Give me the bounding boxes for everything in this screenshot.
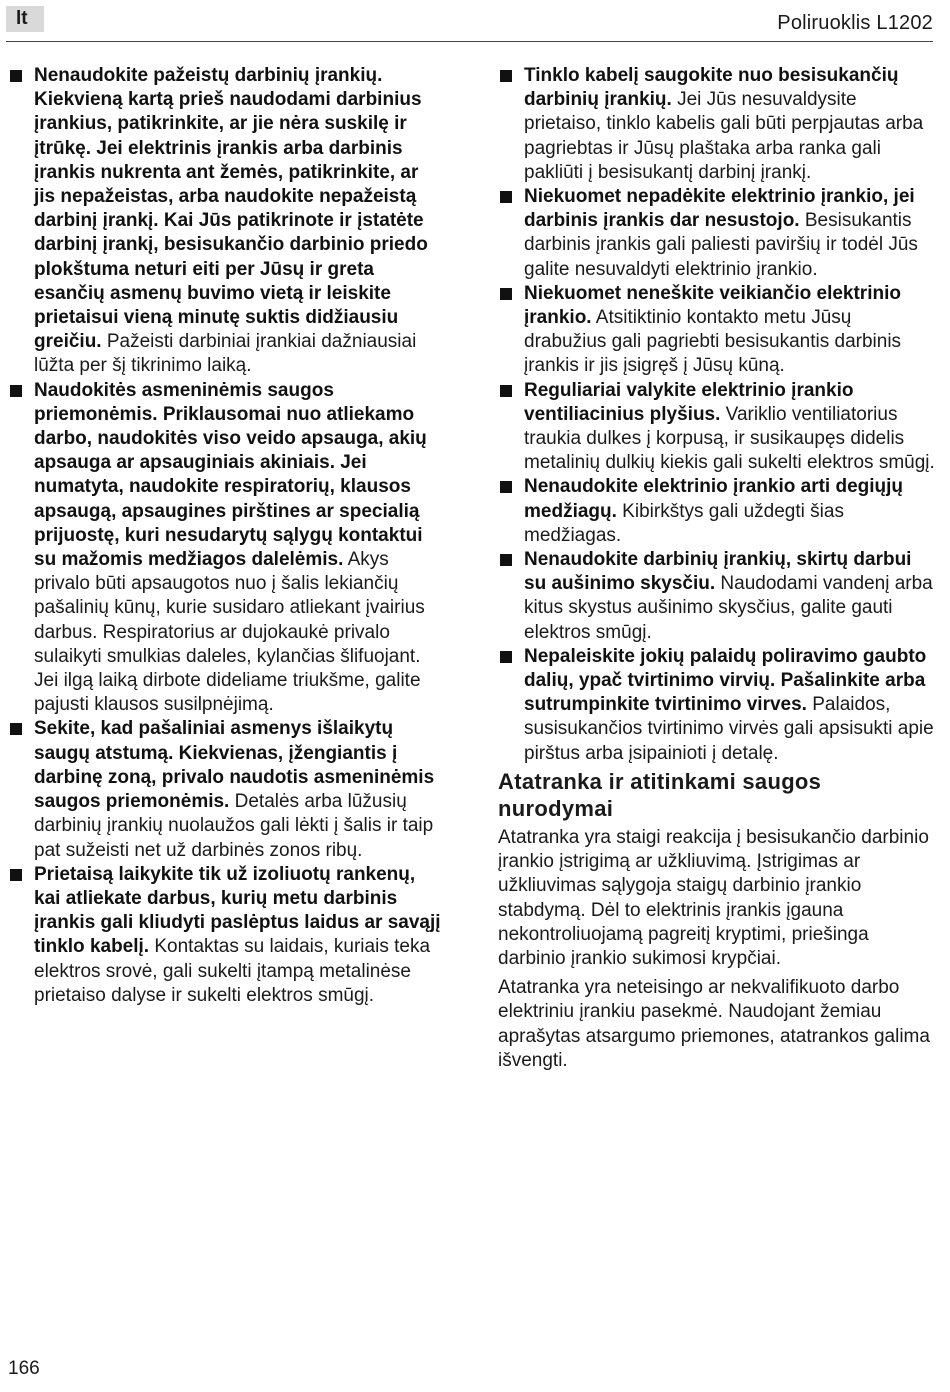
item-bold-text: Naudokitės asmeninėmis saugos priemonėmis. Priklausomai nuo atliekamo darbo, naudokitės viso veido apsauga, akių apsauga ar apsauginiais akiniais. Jei numatyta, naudokite respiratorių, klausos apsaugą, apsaugines pirštines ar specialią prijuostę, kuri nesudarytų sąlygų kontaktui su mažomis medžiagos dalelėmis. [34, 379, 427, 571]
item-bold-text: Nenaudokite darbinių įrankių, skirtų darbui su aušinimo skysčiu. [524, 549, 912, 595]
safety-item [498, 645, 938, 766]
item-bold-text: Nenaudokite elektrinio įrankio arti degiųjų medžiagų. [524, 476, 904, 522]
item-bold-text: Nenaudokite pažeistų darbinių įrankių. Kiekvieną kartą prieš naudodami darbinius įrankius, patikrinkite, ar jie nėra suskilę ir įtrūkę. Jei elektrinis įrankis arba darbinis įrankis nukrenta ant žemės, patikrinkite, ar jis nepažeistas, arba naudokite nepažeistą darbinį įrankį. Kai Jūs patikrinote ir įstatėte darbinį įrankį, besisukančio darbinio priedo plokštuma neturi eiti per Jūsų ir greta esančių asmenų buvimo vietą ir leiskite prietaisui vieną minutę suktis didžiausiu greičiu. [34, 65, 428, 353]
item-text: Kibirkštys gali uždegti šias medžiagas. [524, 500, 844, 546]
item-text: Jei Jūs nesuvaldysite prietaiso, tinklo kabelis gali būti perpjautas arba pagriebtas ir Jūsų plaštaka arba ranka gali pakliūti į besisukantį darbinį įrankį. [524, 89, 924, 183]
safety-item [498, 185, 938, 282]
safety-item [8, 863, 443, 1008]
safety-item [498, 475, 938, 548]
bullet-icon [10, 869, 22, 881]
safety-item [8, 379, 443, 718]
section-heading: Atatranka ir atitinkami saugos nurodymai [498, 768, 822, 821]
item-text: Akys privalo būti apsaugotos nuo į šalis lekiančių pašalinių kūnų, kurie susidaro atliekant įvairius darbus. Respiratorius ar dujokaukė privalo sulaikyti smulkias daleles, kylančias šlifuojant. Jei ilgą laiką dirbote dideliame triukšme, galite pajusti klausos susilpnėjimą. [34, 549, 425, 716]
safety-item [498, 282, 938, 379]
bullet-icon [500, 288, 512, 300]
bullet-icon [500, 554, 512, 566]
safety-item [8, 717, 443, 862]
item-bold-text: Niekuomet nepadėkite elektrinio įrankio, jei darbinis įrankis dar nesustojo. [524, 186, 915, 232]
bullet-icon [10, 385, 22, 397]
bullet-icon [500, 70, 512, 82]
safety-item [498, 548, 938, 645]
bullet-icon [10, 70, 22, 82]
bullet-icon [500, 385, 512, 397]
item-text: Besisukantis darbinis įrankis gali paliesti paviršių ir todėl Jūs galite nesuvaldyti elektrinio įrankio. [524, 210, 918, 280]
safety-item [498, 379, 938, 476]
safety-item [8, 64, 443, 379]
item-text: Pažeisti darbiniai įrankiai dažniausiai lūžta per šį tikrinimo laiką. [34, 331, 417, 377]
right-column [498, 64, 938, 1078]
item-bold-text: Prietaisą laikykite tik už izoliuotų rankenų, kai atliekate darbus, kurių metu darbinis įrankis gali kliudyti paslėptus laidus ar savąjį tinklo kabelį. [34, 863, 441, 958]
left-column [8, 64, 443, 1008]
page-number: 166 [8, 1358, 40, 1379]
item-text: Detalės arba lūžusių darbinių įrankių nuolaužos gali lėkti į šalis ir taip pat sužeisti net už darbinės zonos ribų. [34, 791, 434, 861]
bullet-icon [500, 481, 512, 493]
header-divider [6, 41, 933, 42]
item-bold-text: Reguliariai valykite elektrinio įrankio ventiliacinius plyšius. [524, 379, 854, 425]
bullet-icon [500, 651, 512, 663]
item-bold-text: Niekuomet neneškite veikiančio elektrinio įrankio. [524, 282, 901, 329]
bullet-icon [10, 723, 22, 735]
bullet-icon [500, 191, 512, 203]
item-text: Naudodami vandenį arba kitus skystus aušinimo skysčius, galite gauti elektros smūgį. [524, 573, 933, 643]
item-bold-text: Tinklo kabelį saugokite nuo besisukančių darbinių įrankių. [524, 65, 899, 111]
item-bold-text: Nepaleiskite jokių palaidų poliravimo gaubto dalių, ypač tvirtinimo virvių. Pašalinkite arba sutrumpinkite tvirtinimo virves. [524, 645, 927, 716]
section-paragraph: Atatranka yra staigi reakcija į besisukančio darbinio įrankio įstrigimą ar užkliuvimą. Įstrigimas ar užkliuvimas sąlygoja staigų darbinio įrankio stabdymą. Dėl to elektrinis įrankis įgauna nekontroliuojamą pagreitį kryptimi, priešinga darbinio įrankio sukimosi krypčiai. [498, 826, 929, 969]
item-text: Variklio ventiliatorius traukia dulkes į korpusą, ir susikaupęs didelis metalinių dulkių kiekis gali sukelti elektros smūgį. [524, 403, 935, 474]
item-text: Kontaktas su laidais, kuriais teka elektros srovė, gali sukelti įtampą metalinėse prietaiso dalyse ir sukelti elektros smūgį. [34, 936, 431, 1006]
section-paragraph: Atatranka yra neteisingo ar nekvalifikuoto darbo elektriniu įrankiu pasekmė. Naudojant žemiau aprašytas atsargumo priemones, atatrankos galima išvengti. [498, 977, 930, 1071]
item-text: Atsitiktinio kontakto metu Jūsų drabužius gali pagriebti besisukantis darbinis įrankis ir jis įsigręš į Jūsų kūną. [524, 307, 902, 377]
safety-item [498, 64, 938, 185]
document-title: Poliruoklis L1202 [777, 12, 933, 34]
item-text: Palaidos, susisukančios tvirtinimo virvės gali apsisukti apie pirštus arba įsipainioti į detalę. [524, 694, 934, 764]
item-bold-text: Sekite, kad pašaliniai asmenys išlaikytų saugų atstumą. Kiekvienas, įžengiantis į darbinę zoną, privalo naudotis asmeninėmis saugos priemonėmis. [34, 718, 435, 813]
language-badge: lt [6, 6, 44, 32]
